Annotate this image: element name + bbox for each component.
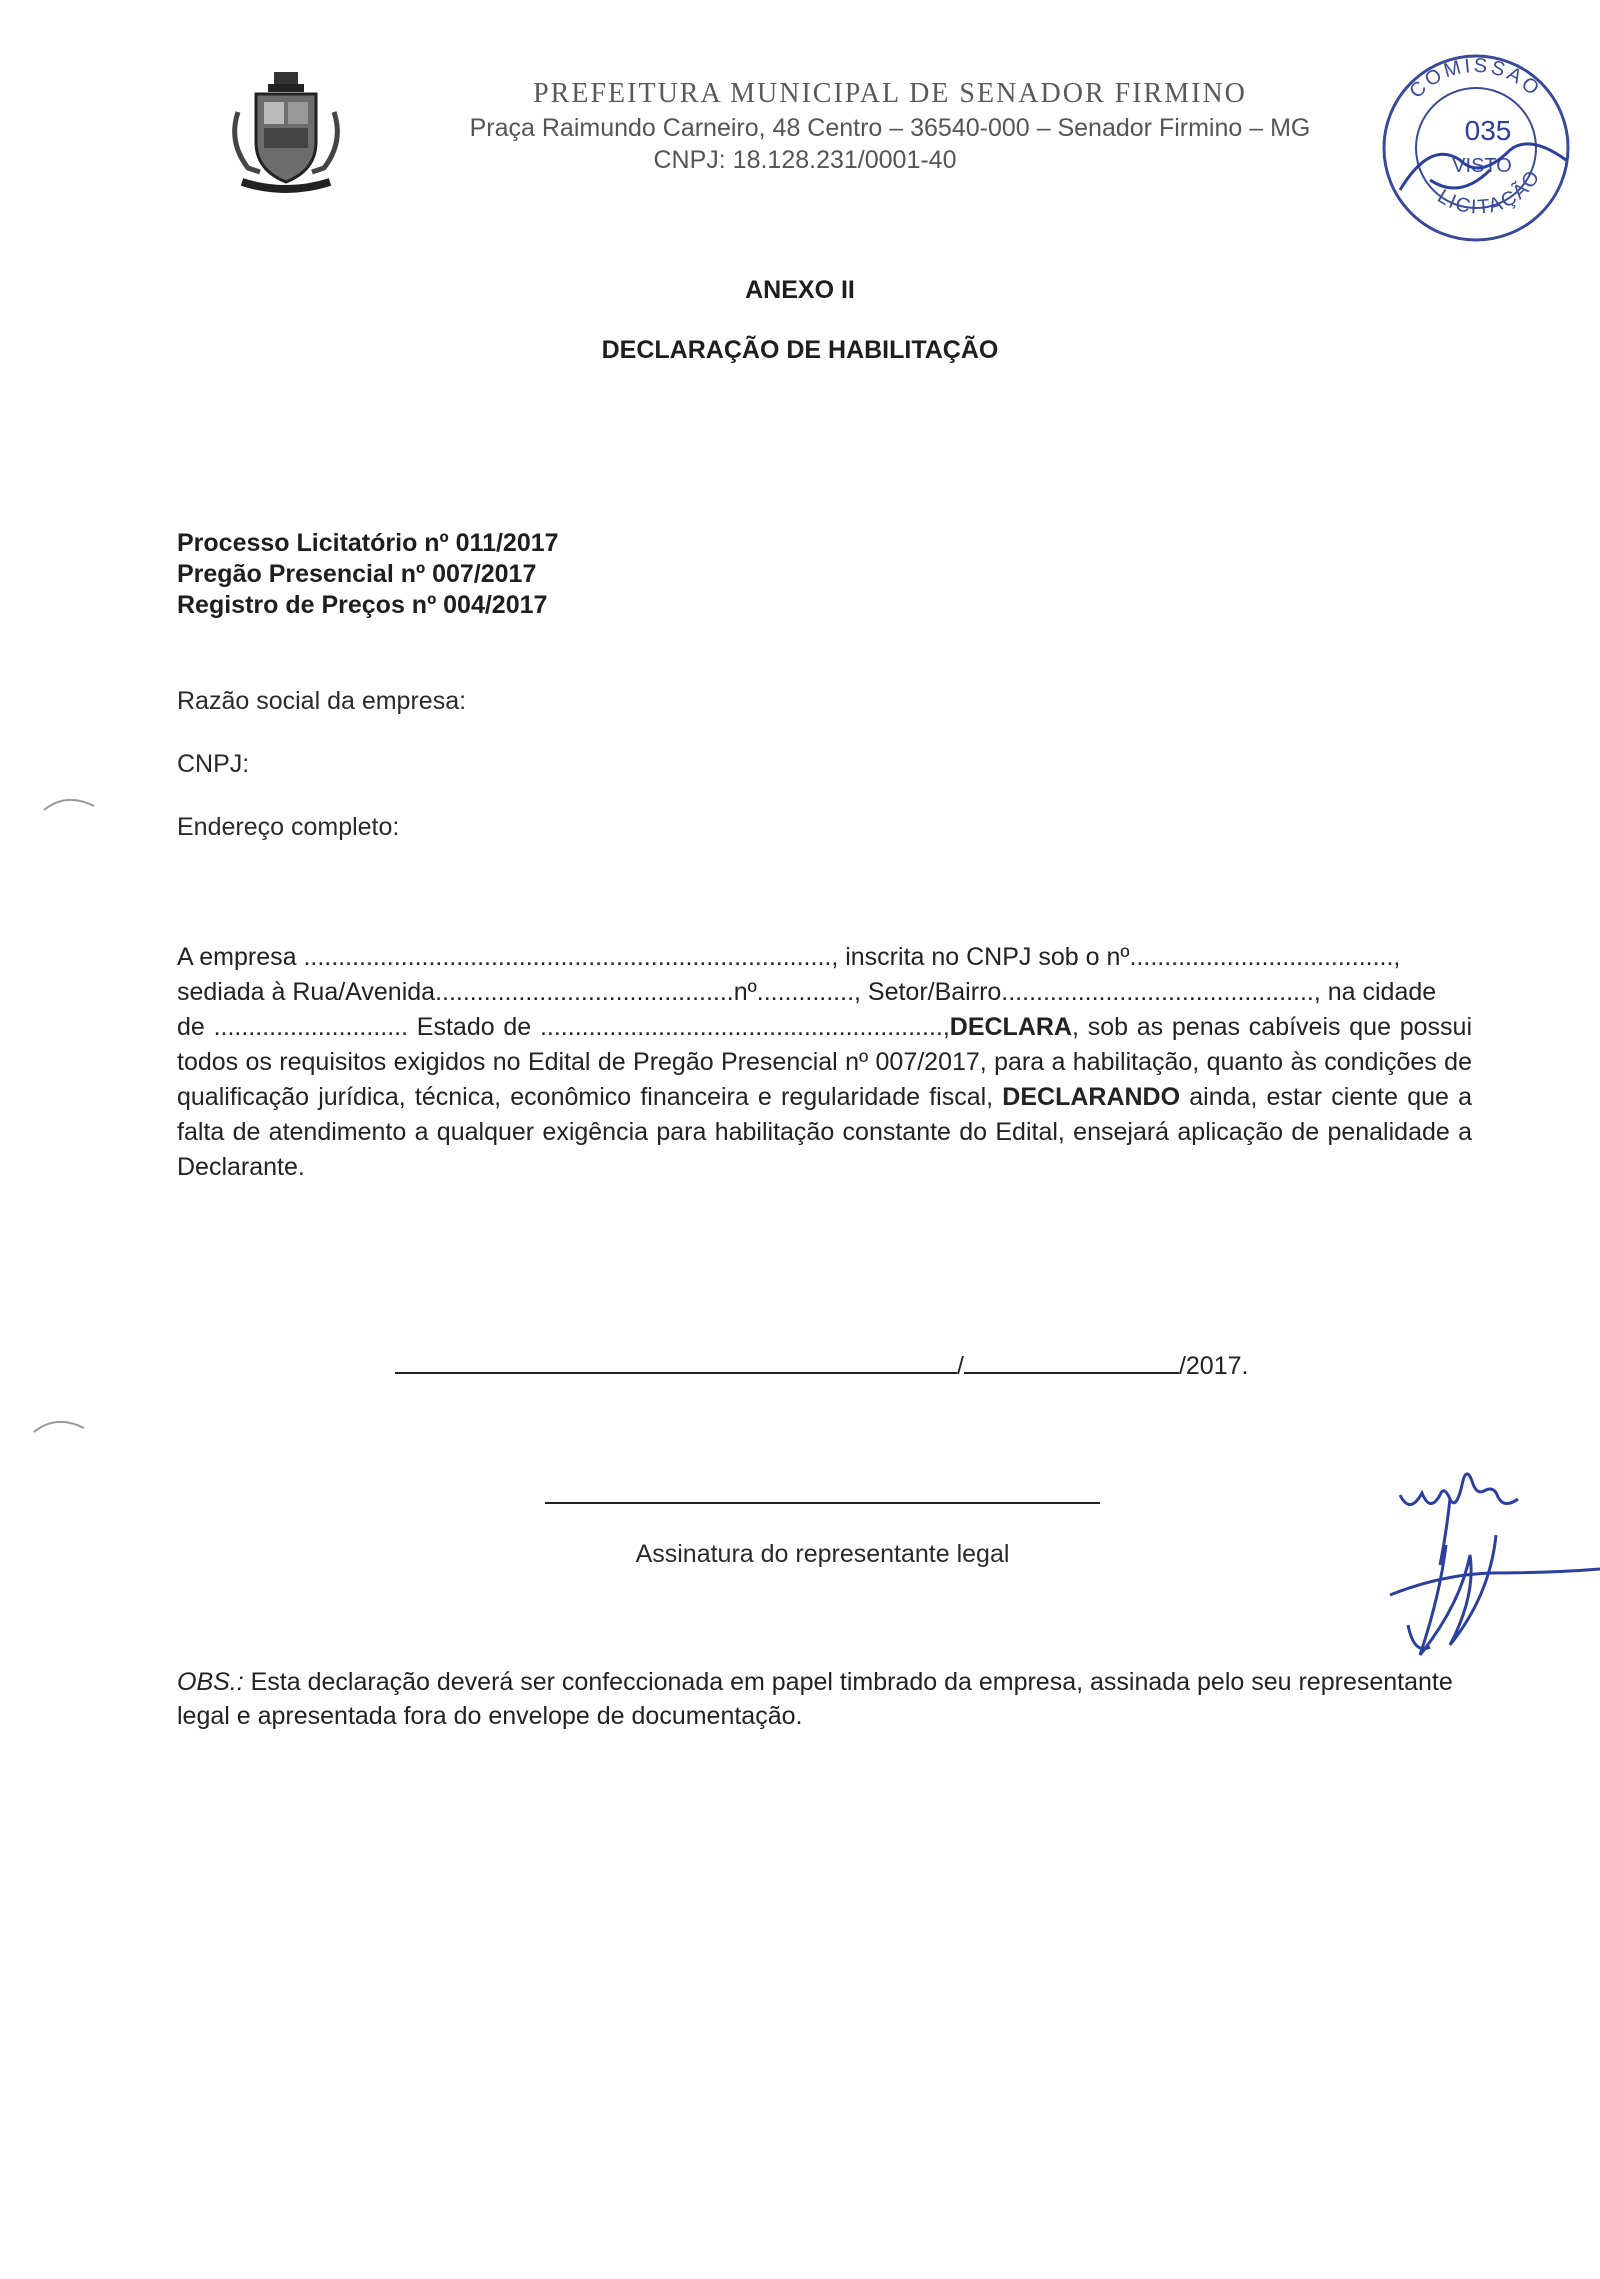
process-number: Processo Licitatório nº 011/2017 (177, 529, 559, 557)
date-year: /2017. (1178, 1352, 1249, 1380)
declaration-body (177, 940, 1472, 1185)
pregao-number: Pregão Presencial nº 007/2017 (177, 560, 537, 588)
declaration-text: , sob as penas cabíveis que possui todos os requisitos exigidos no Edital de Pregão Presencial nº 007/2017, para a habilitação, quanto às condições de qualificação jurídica, técnica, econômico financeira e regularidade fiscal, (177, 1013, 1472, 1111)
margin-mark (40, 790, 100, 820)
municipality-address: Praça Raimundo Carneiro, 48 Centro – 36540-000 – Senador Firmino – MG (469, 114, 1311, 142)
registro-number: Registro de Preços nº 004/2017 (177, 591, 548, 619)
svg-text:COMISSÃO (1405, 55, 1545, 103)
annex-title: ANEXO II (745, 276, 855, 304)
razao-social-field: Razão social da empresa: (177, 687, 467, 715)
declarando-keyword: DECLARANDO (1002, 1083, 1181, 1111)
municipal-crest-logo (228, 72, 344, 196)
date-day-blank (395, 1350, 957, 1374)
endereco-field: Endereço completo: (177, 813, 400, 841)
declara-keyword: DECLARA (949, 1013, 1072, 1041)
observation-note (177, 1665, 1467, 1733)
commission-stamp (1370, 50, 1582, 246)
annex-subtitle: DECLARAÇÃO DE HABILITAÇÃO (601, 336, 999, 364)
signature-label: Assinatura do representante legal (635, 1540, 1010, 1568)
stamp-text-bottom: LICITAÇÃO (1433, 165, 1546, 219)
process-references (177, 528, 559, 621)
declaration-line-2: sediada à Rua/Avenida...........................................nº.............., Setor/Bairro............................................., na cidade (177, 978, 1437, 1006)
municipality-name: PREFEITURA MUNICIPAL DE SENADOR FIRMINO (533, 78, 1247, 109)
date-line (395, 1350, 1248, 1381)
obs-label: OBS.: (177, 1668, 244, 1696)
date-separator: / (957, 1352, 964, 1380)
declaration-line-1: A empresa ............................................................................, inscrita no CNPJ sob o nº......................................, (177, 943, 1401, 971)
handwritten-rubric (1380, 1455, 1600, 1685)
letterhead (0, 0, 1600, 220)
stamp-visto: VISTO (1452, 155, 1512, 177)
stamp-page-number: 035 (1464, 115, 1512, 146)
stamp-text-top: COMISSÃO (1405, 54, 1546, 103)
obs-text: Esta declaração deverá ser confeccionada em papel timbrado da empresa, assinada pelo seu representante legal e apresentada fora do envelope de documentação. (177, 1668, 1453, 1730)
municipality-cnpj: CNPJ: 18.128.231/0001-40 (653, 146, 957, 174)
signature-line (545, 1502, 1100, 1504)
date-month-blank (964, 1350, 1179, 1374)
cnpj-field: CNPJ: (177, 750, 250, 778)
margin-mark (30, 1412, 90, 1442)
declaration-paragraph (177, 1010, 1472, 1185)
declaration-closing: ainda, estar ciente que a falta de atendimento a qualquer exigência para habilitação constante do Edital, ensejará aplicação de penalidade a Declarante. (177, 1083, 1472, 1181)
declaration-line-3: de ............................ Estado de .........................................................., (177, 1013, 950, 1041)
